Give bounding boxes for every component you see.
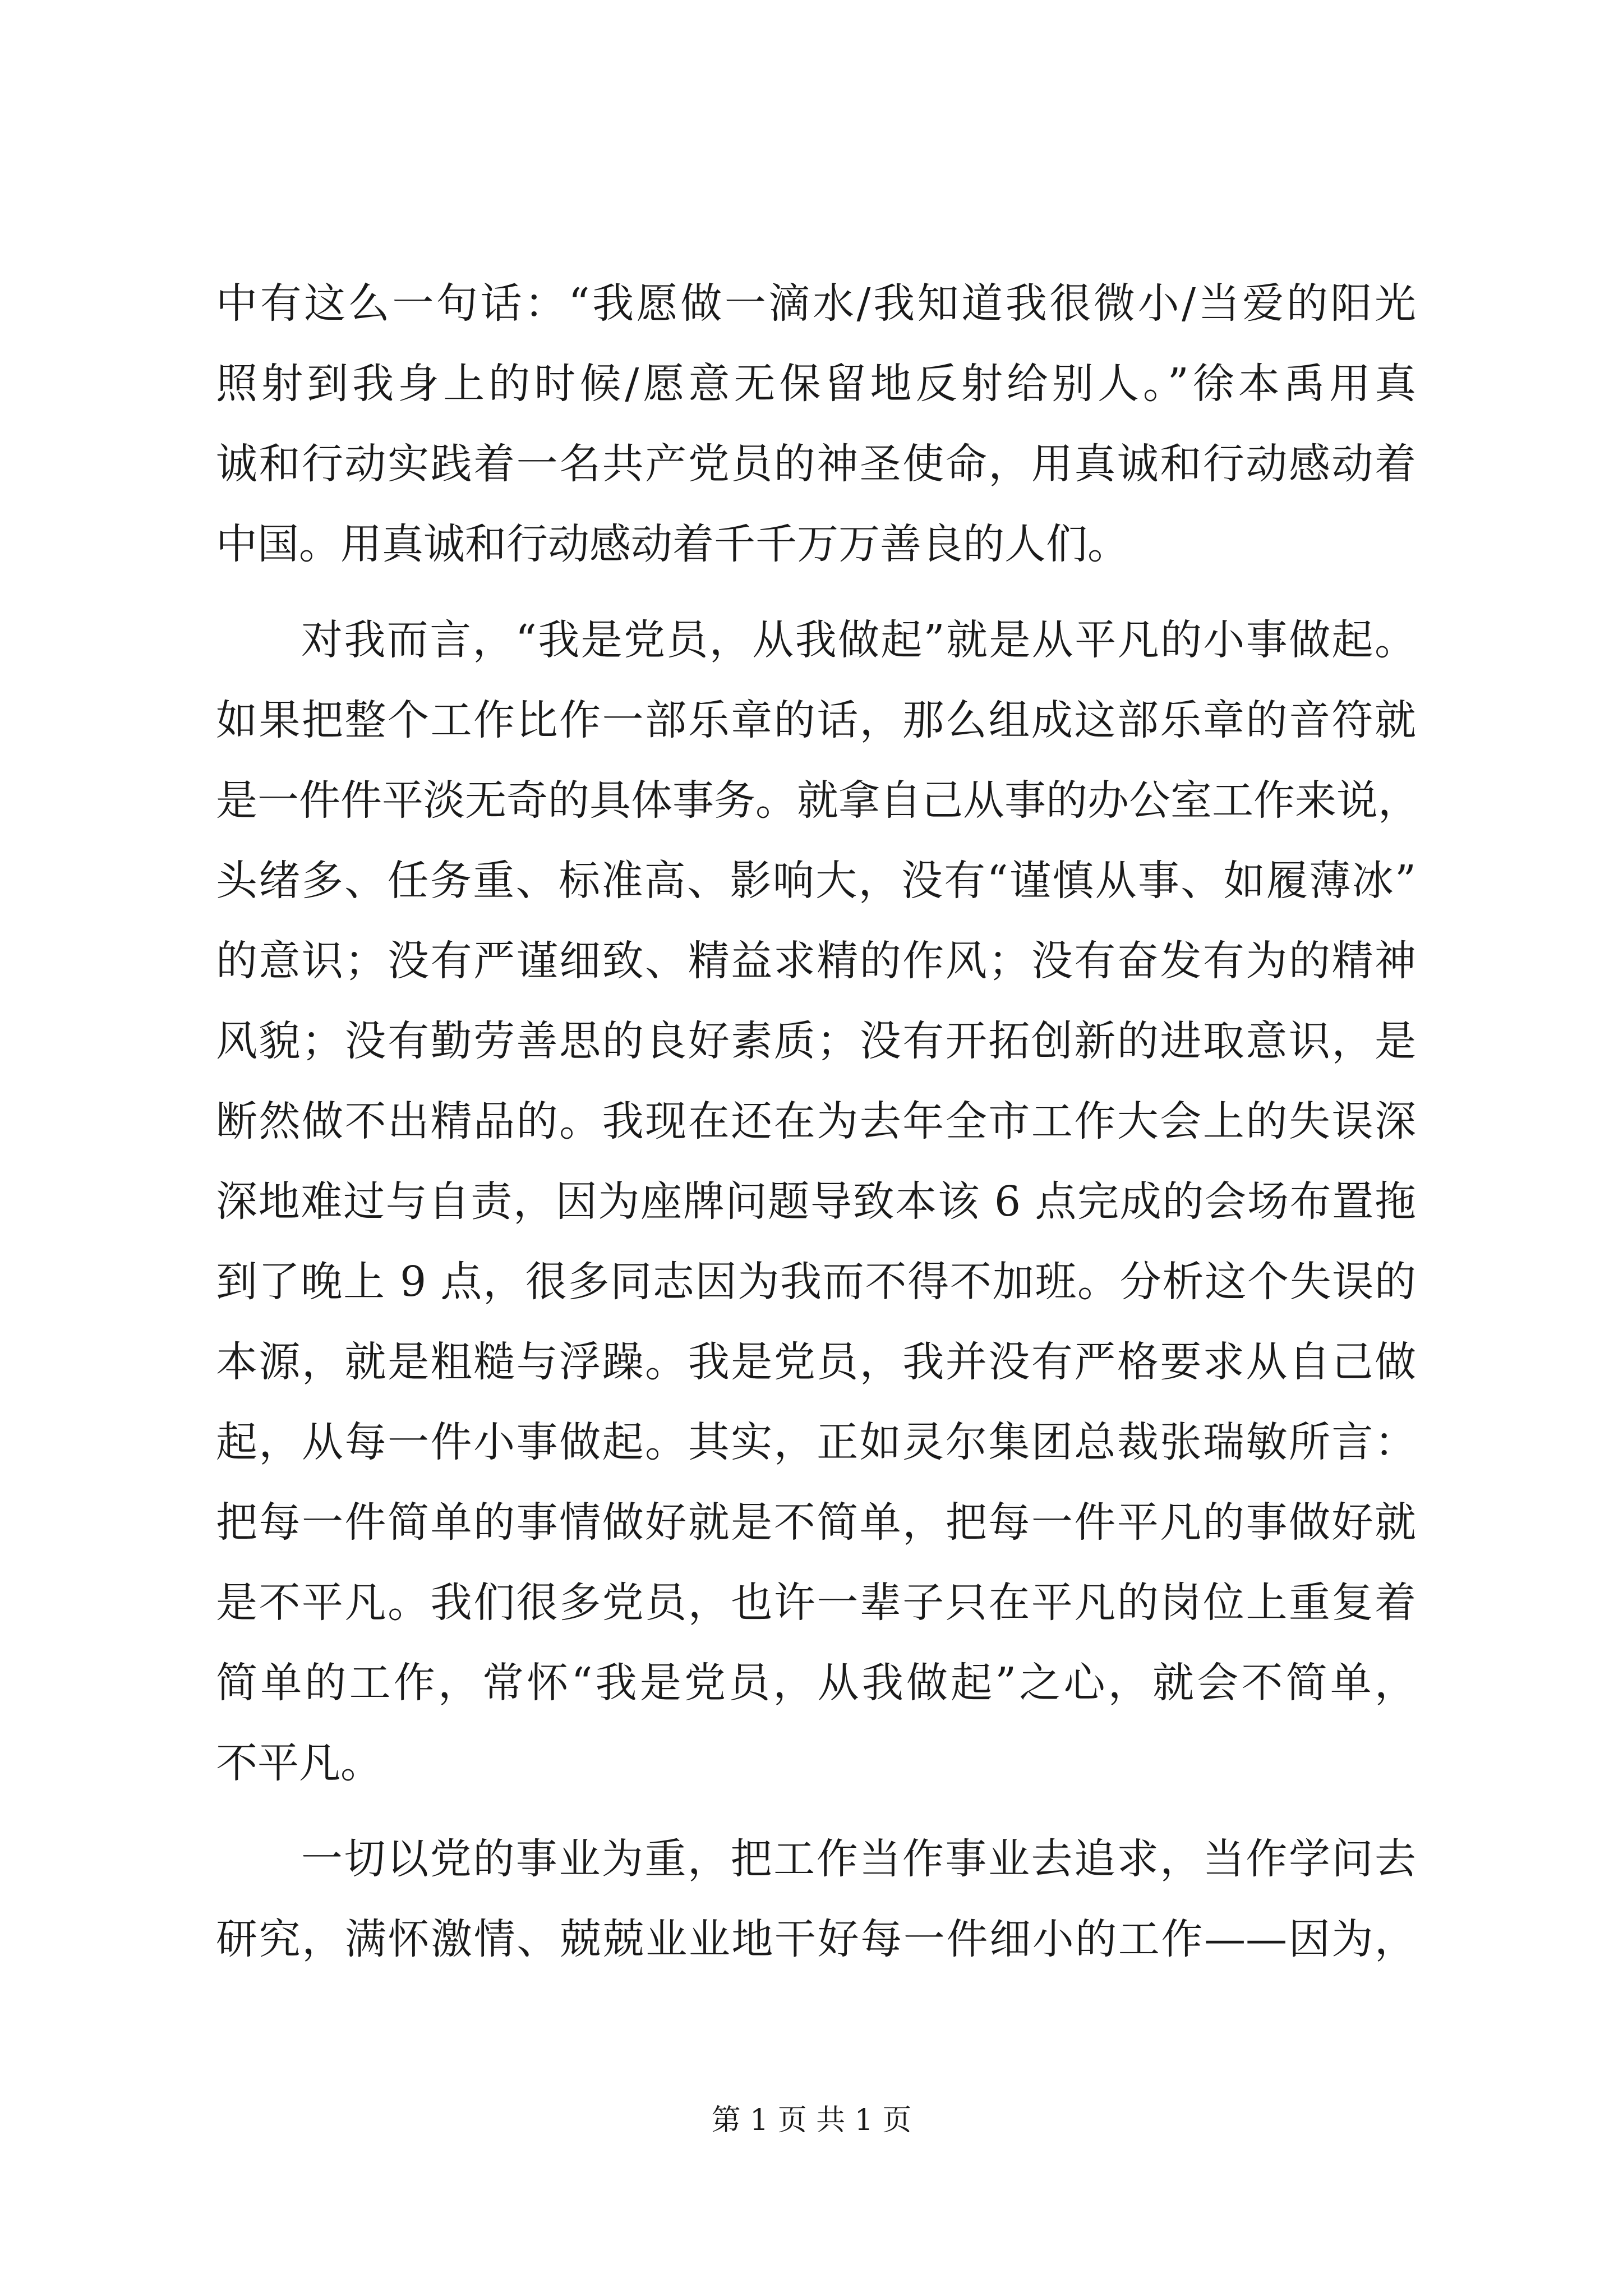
text-line: 一切以党的事业为重，把工作当作事业去追求，当作学问去: [301, 1835, 1416, 1883]
text-line: 断然做不出精品的。我现在还在为去年全市工作大会上的失误深: [216, 1097, 1416, 1145]
text-line: 把每一件简单的事情做好就是不简单，把每一件平凡的事做好就: [216, 1498, 1416, 1547]
text-line: 照射到我身上的时候/愿意无保留地反射给别人。”徐本禹用真: [216, 360, 1416, 408]
text-line: 简单的工作，常怀“我是党员，从我做起”之心，就会不简单，: [216, 1659, 1416, 1707]
text-line: 头绪多、任务重、标准高、影响大，没有“谨慎从事、如履薄冰”: [216, 857, 1416, 905]
text-line: 到了晚上 9 点，很多同志因为我而不得不加班。分析这个失误的: [216, 1258, 1416, 1306]
text-line: 如果把整个工作比作一部乐章的话，那么组成这部乐章的音符就: [216, 696, 1416, 744]
page-number-label: 第 1 页 共 1 页: [711, 2104, 912, 2137]
text-line: 中有这么一句话：“我愿做一滴水/我知道我很微小/当爱的阳光: [216, 279, 1416, 328]
text-line: 的意识；没有严谨细致、精益求精的作风；没有奋发有为的精神: [216, 937, 1416, 985]
text-line: 本源，就是粗糙与浮躁。我是党员，我并没有严格要求从自己做: [216, 1338, 1416, 1386]
text-line: 是不平凡。我们很多党员，也许一辈子只在平凡的岗位上重复着: [216, 1579, 1416, 1627]
text-line: 诚和行动实践着一名共产党员的神圣使命，用真诚和行动感动着: [216, 440, 1416, 488]
text-line: 不平凡。: [216, 1739, 382, 1787]
body-text: [216, 264, 1419, 1980]
text-line: 是一件件平淡无奇的具体事务。就拿自己从事的办公室工作来说，: [216, 776, 1419, 825]
page-footer: [0, 2101, 1623, 2140]
text-line: 深地难过与自责，因为座牌问题导致本该 6 点完成的会场布置拖: [216, 1177, 1416, 1226]
text-line: 对我而言，“我是党员，从我做起”就是从平凡的小事做起。: [301, 616, 1416, 664]
text-line: 起，从每一件小事做起。其实，正如灵尔集团总裁张瑞敏所言：: [216, 1418, 1416, 1466]
paragraph-1: [216, 264, 1416, 585]
text-line: 风貌；没有勤劳善思的良好素质；没有开拓创新的进取意识，是: [216, 1017, 1416, 1065]
text-line: 中国。用真诚和行动感动着千千万万善良的人们。: [216, 520, 1129, 568]
paragraph-3: [216, 1819, 1416, 1980]
paragraph-2: [216, 600, 1419, 1803]
text-line: 研究，满怀激情、兢兢业业地干好每一件细小的工作——因为，: [216, 1915, 1416, 1963]
